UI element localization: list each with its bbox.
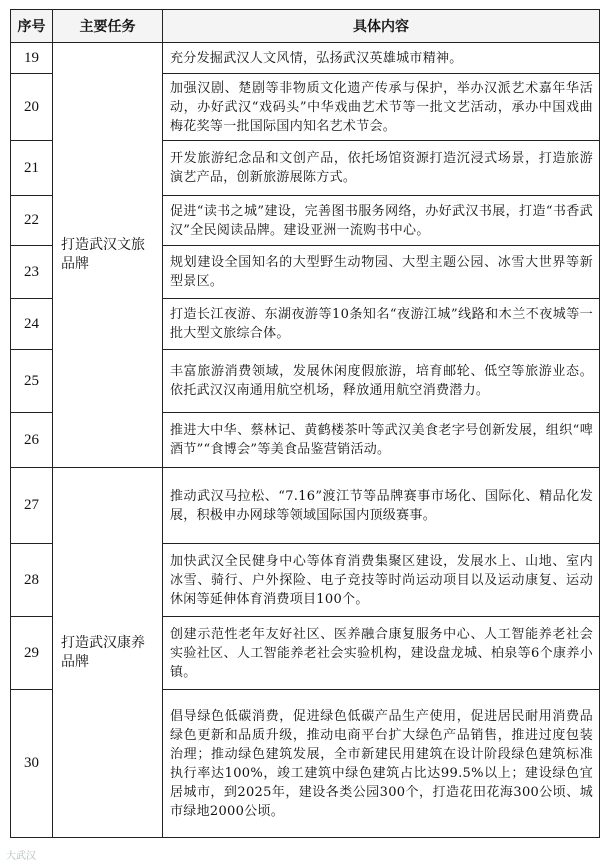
row-no: 23 [11, 246, 53, 299]
row-no: 30 [11, 690, 53, 838]
row-content: 推进大中华、蔡林记、黄鹤楼茶叶等武汉美食老字号创新发展，组织“啤酒节”“食博会”等美食品鉴营销活动。 [163, 413, 600, 468]
task-cell-wellness: 打造武汉康养品牌 [53, 468, 163, 838]
table-row [11, 468, 600, 544]
row-content: 规划建设全国知名的大型野生动物园、大型主题公园、冰雪大世界等新型景区。 [163, 246, 600, 299]
watermark: 大武汉 [6, 851, 36, 862]
row-content: 丰富旅游消费领域，发展休闲度假旅游，培育邮轮、低空等旅游业态。依托武汉汉南通用航空机场，释放通用航空消费潜力。 [163, 350, 600, 413]
table-header-row [11, 10, 600, 43]
row-no: 24 [11, 299, 53, 350]
row-content: 开发旅游纪念品和文创产品，依托场馆资源打造沉浸式场景，打造旅游演艺产品，创新旅游展陈方式。 [163, 141, 600, 196]
header-no: 序号 [11, 10, 53, 43]
row-content: 加强汉剧、楚剧等非物质文化遗产传承与保护，举办汉派艺术嘉年华活动，办好武汉“戏码头”中华戏曲艺术节等一批文艺活动，承办中国戏曲梅花奖等一批国际国内知名艺术节会。 [163, 74, 600, 141]
task-table [10, 9, 600, 838]
header-task: 主要任务 [53, 10, 163, 43]
row-content: 充分发掘武汉人文风情，弘扬武汉英雄城市精神。 [163, 43, 600, 74]
row-content: 促进“读书之城”建设，完善图书服务网络，办好武汉书展，打造“书香武汉”全民阅读品牌。建设亚洲一流购书中心。 [163, 196, 600, 246]
row-content: 倡导绿色低碳消费，促进绿色低碳产品生产使用，促进居民耐用消费品绿色更新和品质升级，推动电商平台扩大绿色产品销售，推进过度包装治理；推动绿色建筑发展，全市新建民用建筑在设计阶段绿色建筑标准执行率达100%，竣工建筑中绿色建筑占比达99.5%以上；建设绿色宜居城市，到2025年，建设各类公园300个，打造花田花海300公顷、城市绿地2000公顷。 [163, 690, 600, 838]
header-content: 具体内容 [163, 10, 600, 43]
row-no: 28 [11, 544, 53, 617]
task-cell-culture-tourism: 打造武汉文旅品牌 [53, 43, 163, 468]
row-no: 19 [11, 43, 53, 74]
row-no: 27 [11, 468, 53, 544]
row-content: 创建示范性老年友好社区、医养融合康复服务中心、人工智能养老社会实验社区、人工智能养老社会实验机构，建设盘龙城、柏泉等6个康养小镇。 [163, 617, 600, 690]
table-row [11, 43, 600, 74]
row-content: 加快武汉全民健身中心等体育消费集聚区建设，发展水上、山地、室内冰雪、骑行、户外探险、电子竞技等时尚运动项目以及运动康复、运动休闲等延伸体育消费项目100个。 [163, 544, 600, 617]
row-no: 22 [11, 196, 53, 246]
row-content: 打造长江夜游、东湖夜游等10条知名“夜游江城”线路和木兰不夜城等一批大型文旅综合体。 [163, 299, 600, 350]
row-no: 26 [11, 413, 53, 468]
row-no: 25 [11, 350, 53, 413]
row-no: 21 [11, 141, 53, 196]
row-no: 29 [11, 617, 53, 690]
row-content: 推动武汉马拉松、“7.16”渡江节等品牌赛事市场化、国际化、精品化发展，积极申办网球等领域国际国内顶级赛事。 [163, 468, 600, 544]
row-no: 20 [11, 74, 53, 141]
